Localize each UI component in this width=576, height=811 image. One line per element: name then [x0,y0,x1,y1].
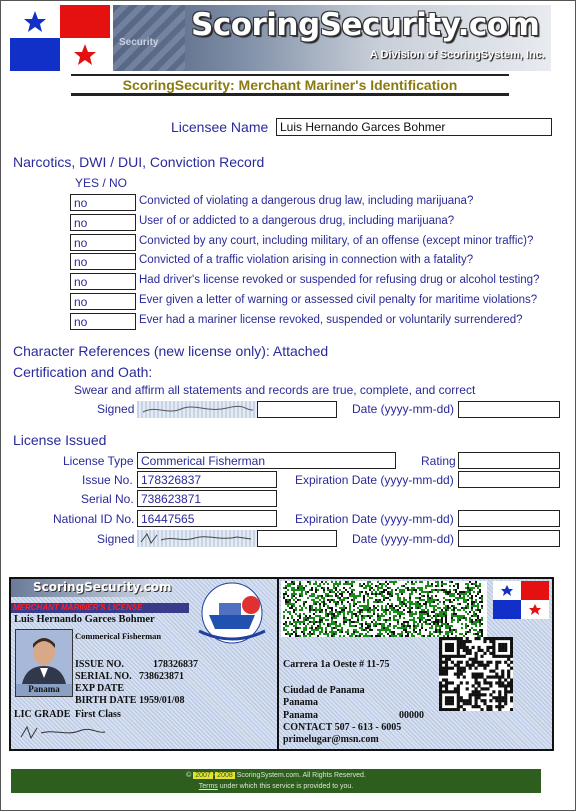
footer-copyright: © 2007 - 2008 ScoringSystem.com. All Rights Reserved. [186,772,366,779]
card-address2: Ciudad de Panama [283,685,365,696]
card-signature [17,721,107,743]
card-address1: Carrera 1a Oeste # 11-75 [283,659,390,670]
license-issued-heading: License Issued [13,432,107,448]
card-address4: Panama [283,710,318,721]
license-card [9,577,554,751]
national-id-label: National ID No. [53,512,135,526]
narcotics-answer-field[interactable]: no [70,273,136,290]
maritime-authority-seal [189,581,275,645]
narcotics-answer-field[interactable]: no [70,293,136,310]
card-birth-value: 1959/01/08 [139,695,185,706]
card-grade-value: First Class [75,709,121,720]
serial-no-field[interactable]: 738623871 [137,490,277,507]
card-serial-label: SERIAL NO. [75,671,132,682]
card-address3: Panama [283,697,318,708]
national-id-expiration-label: Expiration Date (yyyy-mm-dd) [295,512,454,526]
card-license-type: Commerical Fisherman [75,631,162,641]
license-date-field[interactable] [458,530,560,547]
certification-heading: Certification and Oath: [13,364,153,380]
card-email: primelugar@msn.com [283,734,379,745]
banner-photo: Security [113,5,185,71]
narcotics-answer-field[interactable]: no [70,194,136,211]
narcotics-question: Ever had a mariner license revoked, suspended or voluntarily surrendered? [139,314,523,326]
narcotics-question: Convicted of a traffic violation arising in connection with a fatality? [139,254,474,266]
narcotics-question: Ever given a letter of warning or assessed civil penalty for maritime violations? [139,294,538,306]
card-front [11,579,277,749]
issue-expiration-field[interactable] [458,471,560,488]
narcotics-answer-field[interactable]: no [70,253,136,270]
terms-link[interactable]: Terms [198,783,218,790]
national-id-expiration-field[interactable] [458,510,560,527]
issue-no-label: Issue No. [82,473,133,487]
license-signature [137,530,257,547]
oath-signature-field[interactable] [257,401,337,418]
card-back [279,579,552,749]
licensee-name-field[interactable]: Luis Hernando Garces Bohmer [276,118,552,136]
licensee-name-label: Licensee Name [171,119,269,135]
brand-banner [113,5,551,71]
card-issue-label: ISSUE NO. [75,659,124,670]
page-title-bar [71,74,509,96]
license-type-field[interactable]: Commerical Fisherman [137,452,396,469]
rating-label: Rating [421,454,456,468]
footer-terms: Terms under which this service is provided to you. [198,783,354,790]
narcotics-answer-field[interactable]: no [70,234,136,251]
serial-no-label: Serial No. [81,492,134,506]
card-postal: 00000 [399,710,424,721]
brand-title: ScoringSecurity.com [191,7,540,43]
issue-no-field[interactable]: 178326837 [137,471,277,488]
card-name: Luis Hernando Garces Bohmer [14,614,155,625]
card-barcode [281,581,487,637]
rating-field[interactable] [458,452,560,469]
character-references: Character References (new license only): Attached [13,343,329,359]
card-panama-flag [493,581,549,619]
narcotics-question: Convicted by any court, including military, of an offense (except minor traffic)? [139,235,534,247]
page-title: ScoringSecurity: Merchant Mariner's Identification [122,77,458,93]
card-qr-code [439,637,513,711]
license-signed-label: Signed [97,532,135,546]
footer [11,769,541,793]
card-birth-label: BIRTH DATE [75,695,137,706]
card-license-title: MERCHANT MARINER'S LICENSE [13,603,143,612]
card-issue-value: 178326837 [153,659,198,670]
oath-date-label: Date (yyyy-mm-dd) [352,402,455,416]
narcotics-question: Had driver's license revoked or suspended for refusing drug or alcohol testing? [139,274,540,286]
narcotics-heading: Narcotics, DWI / DUI, Conviction Record [13,154,265,170]
yes-no-label: YES / NO [75,176,128,190]
narcotics-question: Convicted of violating a dangerous drug law, including marijuana? [139,195,474,207]
national-id-field[interactable]: 16447565 [137,510,277,527]
oath-signed-label: Signed [97,402,135,416]
card-contact: CONTACT 507 - 613 - 6005 [283,722,402,733]
license-signature-field[interactable] [257,530,337,547]
card-serial-value: 738623871 [139,671,184,682]
oath-date-field[interactable] [458,401,560,418]
card-grade-label: LIC GRADE [14,709,71,720]
license-type-label: License Type [63,454,134,468]
card-logo: ScoringSecurity.com [11,579,149,597]
issue-expiration-label: Expiration Date (yyyy-mm-dd) [295,473,454,487]
narcotics-answer-field[interactable]: no [70,214,136,231]
card-photo [15,629,73,697]
narcotics-question: User of or addicted to a dangerous drug, including marijuana? [139,215,455,227]
license-date-label: Date (yyyy-mm-dd) [352,532,455,546]
oath-signature [137,401,257,418]
oath-statement: Swear and affirm all statements and records are true, complete, and correct [74,383,476,397]
panama-flag [10,5,110,71]
card-photo-caption: Panama [28,684,60,694]
narcotics-answer-field[interactable]: no [70,313,136,330]
card-exp-label: EXP DATE [75,683,124,694]
brand-subtitle: A Division of ScoringSystem, Inc. [369,49,545,61]
